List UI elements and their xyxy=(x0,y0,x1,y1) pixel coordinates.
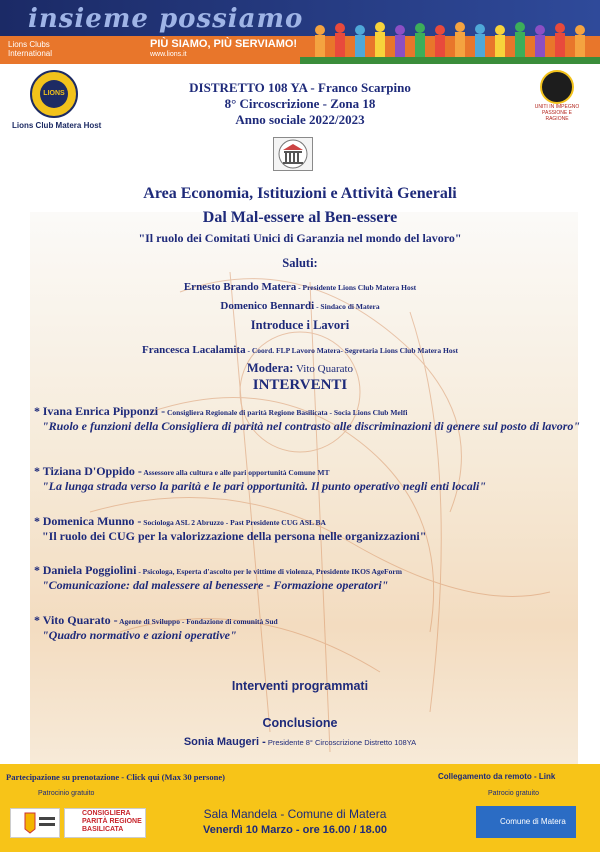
patrocio-label: Patrocio gratuito xyxy=(488,790,539,797)
intervento-1-talk: "Ruolo e funzioni della Consigliera di parità nel contrasto alle discriminazioni di genere sul posto di lavoro" xyxy=(42,419,581,433)
intervento-2-desc: Assessore alla cultura e alle pari opportunità Comune MT xyxy=(141,468,330,477)
intervento-3-name: Domenica Munno - xyxy=(42,514,142,528)
introduce-person xyxy=(40,340,560,358)
intervento-1-bullet: * xyxy=(34,404,40,418)
saluti-heading: Saluti: xyxy=(282,256,318,270)
intervento-1-desc: Consigliera Regionale di parità Regione Basilicata - Socia Lions Club Melfi xyxy=(165,408,408,417)
intervento-3 xyxy=(34,514,584,543)
banner-motto: PIÙ SIAMO, PIÙ SERVIAMO! xyxy=(150,38,298,50)
patrocinio-label: Patrocinio gratuito xyxy=(38,790,95,797)
lions-emblem-icon: LIONS xyxy=(40,80,68,108)
saluti-person-2 xyxy=(40,296,560,314)
regione-crest-logo xyxy=(10,808,60,838)
event-datetime: Venerdì 10 Marzo - ore 16.00 / 18.00 xyxy=(202,824,388,836)
comune-matera-text: Comune di Matera xyxy=(500,817,566,826)
event-title: Dal Mal-essere al Ben-essere xyxy=(202,209,398,226)
remote-link[interactable]: Collegamento da remoto - Link xyxy=(438,772,556,781)
venue-name: Sala Mandela - Comune di Matera xyxy=(203,807,387,821)
circoscrizione-line: 8° Circoscrizione - Zona 18 xyxy=(224,96,376,111)
intervento-3-talk: "Il ruolo dei CUG per la valorizzazione della persona nelle organizzazioni" xyxy=(42,529,427,543)
intervento-4-talk: "Comunicazione: dal malessere al benessere - Formazione operatori" xyxy=(42,578,389,592)
introduce-heading: Introduce i Lavori xyxy=(250,318,350,332)
consigliera-parita-text: CONSIGLIERA PARITÀ REGIONE BASILICATA xyxy=(82,810,142,833)
intervento-1 xyxy=(34,404,584,433)
intervento-5-bullet: * xyxy=(34,613,40,627)
conclusione-role: Presidente 8° Circoscrizione Distretto 108YA xyxy=(265,738,417,747)
district-logo-text: UNITI IN IMPEGNO PASSIONE E RAGIONE xyxy=(534,104,580,122)
conclusione-heading: Conclusione xyxy=(262,716,338,730)
institution-building-icon xyxy=(273,137,313,171)
intervento-5-talk: "Quadro normativo e azioni operative" xyxy=(42,628,237,642)
intervento-4-bullet: * xyxy=(34,563,40,577)
district-logo xyxy=(540,70,574,104)
banner-title: insieme possiamo xyxy=(28,4,304,34)
intervento-5-name: Vito Quarato - xyxy=(42,613,118,627)
crowd-illustration xyxy=(300,0,600,64)
modera-name: Vito Quarato xyxy=(293,363,354,375)
district-line: DISTRETTO 108 YA - Franco Scarpino xyxy=(189,80,411,95)
saluti-person-1-role: - Presidente Lions Club Matera Host xyxy=(296,283,417,292)
anno-sociale-line: Anno sociale 2022/2023 xyxy=(235,112,365,127)
intervento-2-name: Tiziana D'Oppido - xyxy=(42,464,142,478)
banner-url: www.lions.it xyxy=(150,51,187,58)
conclusione-name: Sonia Maugeri - xyxy=(183,736,266,748)
modera-line xyxy=(40,359,560,377)
modera-label: Modera: xyxy=(246,361,294,375)
intervento-4 xyxy=(34,563,584,592)
venue-block xyxy=(150,806,440,838)
introduce-name: Francesca Lacalamita xyxy=(142,344,246,356)
intervento-2-bullet: * xyxy=(34,464,40,478)
intervento-4-name: Daniela Poggiolini xyxy=(42,563,137,577)
prenotazione-link[interactable]: Partecipazione su prenotazione - Click qui (Max 30 persone) xyxy=(6,772,225,782)
intervento-5-desc: Agente di Sviluppo - Fondazione di comunità Sud xyxy=(117,617,278,626)
event-subtitle: "Il ruolo dei Comitati Unici di Garanzia nel mondo del lavoro" xyxy=(138,231,462,245)
saluti-person-2-name: Domenico Bennardi xyxy=(220,300,315,312)
intervento-4-desc: - Psicologa, Esperta d'ascolto per le vittime di violenza, Presidente IKOS AgeForm xyxy=(136,567,402,576)
saluti-person-2-role: - Sindaco di Matera xyxy=(314,302,380,311)
intervento-2-talk: "La lunga strada verso la parità e le pari opportunità. Il punto operativo negli enti locali" xyxy=(42,479,487,493)
intervento-3-desc: Sociologa ASL 2 Abruzzo - Past Presidente CUG ASL BA xyxy=(141,518,326,527)
area-title: Area Economia, Istituzioni e Attività Generali xyxy=(143,185,457,202)
introduce-role: - Coord. FLP Lavoro Matera- Segretaria Lions Club Matera Host xyxy=(245,346,458,355)
intervento-1-name: Ivana Enrica Pipponzi - xyxy=(42,404,166,418)
interventi-programmati: Interventi programmati xyxy=(231,679,369,693)
conclusione-line xyxy=(40,736,560,748)
intervento-2 xyxy=(34,464,584,493)
lions-logo xyxy=(30,70,78,118)
interventi-heading: INTERVENTI xyxy=(252,377,348,393)
banner-lions-brand: Lions Clubs International xyxy=(8,40,53,58)
top-banner xyxy=(0,0,600,64)
saluti-person-1 xyxy=(40,277,560,295)
intervento-3-bullet: * xyxy=(34,514,40,528)
intervento-5 xyxy=(34,613,584,642)
saluti-person-1-name: Ernesto Brando Matera xyxy=(183,281,297,293)
club-name: Lions Club Matera Host xyxy=(12,121,102,130)
